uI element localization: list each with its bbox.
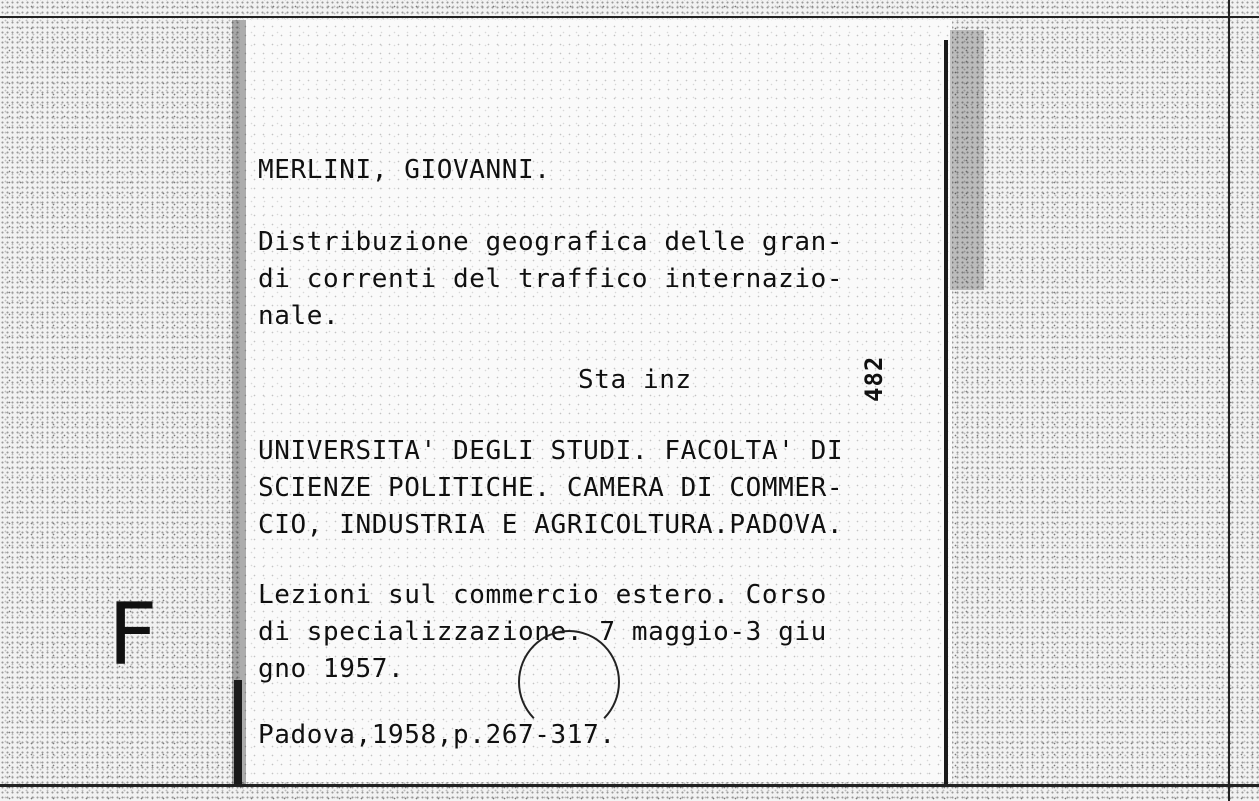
author-heading: MERLINI, GIOVANNI.: [258, 155, 551, 185]
title-line: di correnti del traffico internazio-: [258, 264, 844, 294]
institution-line: CIO, INDUSTRIA E AGRICOLTURA.PADOVA.: [258, 510, 844, 540]
location-note: Sta inz: [578, 365, 692, 395]
bottom-border: [0, 784, 1259, 787]
title-line: nale.: [258, 301, 340, 331]
margin-letter: F: [108, 585, 158, 685]
institution-line: UNIVERSITA' DEGLI STUDI. FACOLTA' DI: [258, 436, 844, 466]
series-line: di specializzazione. 7 maggio-3 giu: [258, 617, 827, 647]
right-border: [1228, 0, 1230, 801]
card-left-edge: [232, 20, 246, 786]
card-left-edge-dark: [234, 680, 242, 784]
institution-line: SCIENZE POLITICHE. CAMERA DI COMMER-: [258, 473, 844, 503]
circle-stamp-mark: [518, 630, 620, 734]
card-right-shadow: [950, 30, 984, 290]
series-line: Lezioni sul commercio estero. Corso: [258, 580, 827, 610]
imprint-line: Padova,1958,p.267-317.: [258, 720, 616, 750]
card-right-edge: [944, 40, 948, 784]
title-line: Distribuzione geografica delle gran-: [258, 227, 844, 257]
top-border: [0, 16, 1259, 18]
shelf-number: 482: [860, 355, 888, 402]
series-line: gno 1957.: [258, 654, 405, 684]
